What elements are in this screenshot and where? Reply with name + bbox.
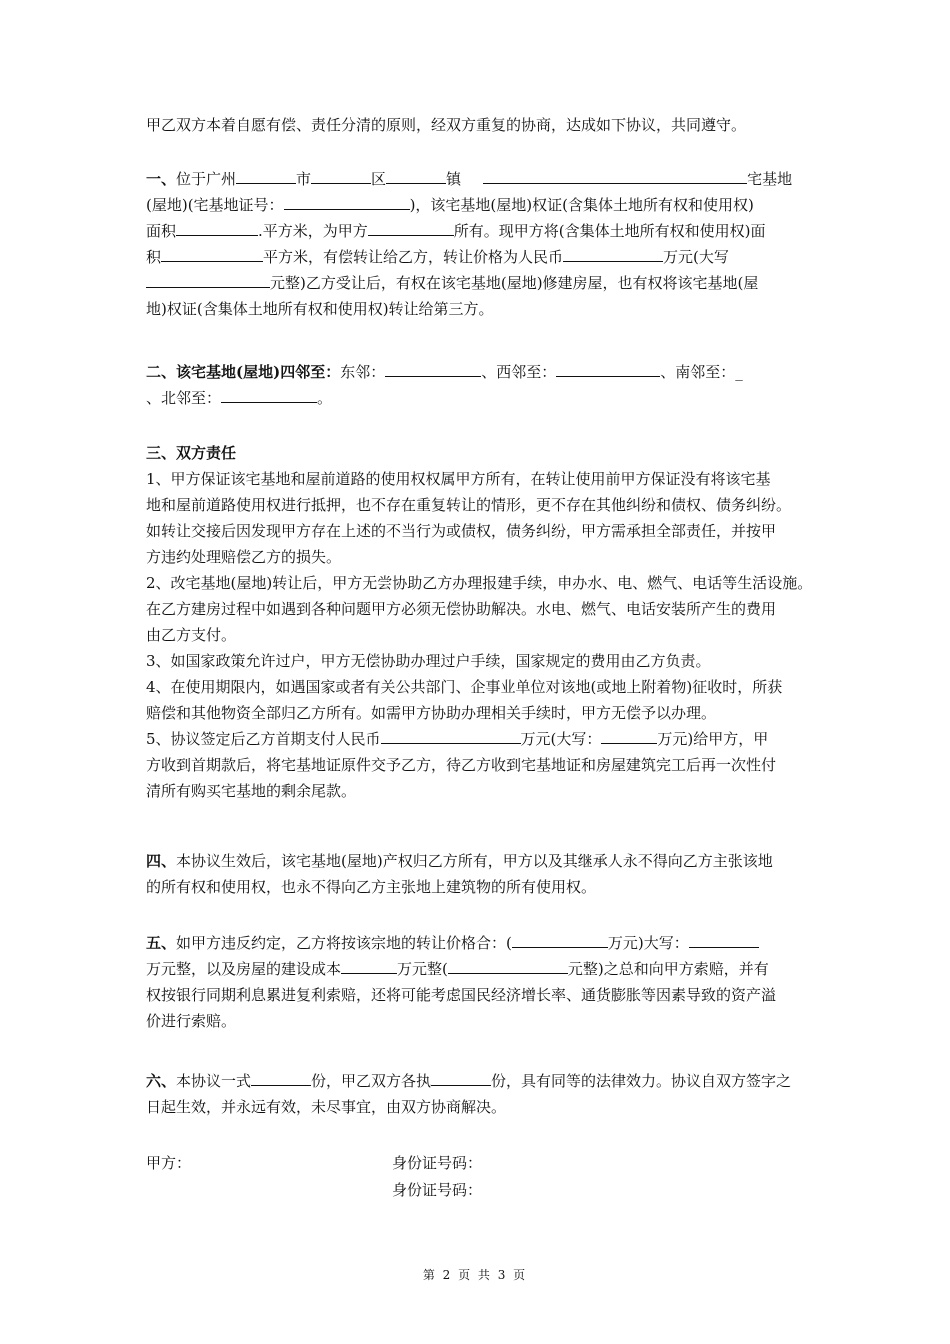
east-neighbor-blank [385,359,481,377]
s3-line: 赔偿和其他物资全部归乙方所有。如需甲方协助办理相关手续时，甲方无偿予以办理。 [146,704,717,722]
west-neighbor-blank [556,359,660,377]
s3-line: 1、甲方保证该宅基地和屋前道路的使用权权属甲方所有，在转让使用前甲方保证没有将该宅基 [146,470,771,488]
s1-text: 位于广州 [176,170,237,188]
s1-text: 面积 [146,222,177,240]
section-3 [146,440,813,804]
copies-each-blank [431,1068,491,1086]
transfer-price-blank [512,930,608,948]
section-5 [146,930,810,1034]
section-6 [146,1068,810,1120]
s2-text: 、南邻至：_ [660,363,743,381]
section-5-heading: 五、 [146,934,177,952]
section-1 [146,166,810,322]
north-neighbor-blank [221,385,317,403]
s4-text: 的所有权和使用权，也永不得向乙方主张地上建筑物的所有使用权。 [146,878,597,896]
s6-text: 份，甲乙双方各执 [311,1072,432,1090]
s2-text: 东邻： [340,363,386,381]
s5-text: 万元整( [397,960,448,978]
s4-text: 本协议生效后，该宅基地(屋地)产权归乙方所有，甲方以及其继承人永不得向乙方主张该地 [176,852,773,870]
s2-text: 、西邻至： [481,363,557,381]
area-blank [176,218,258,236]
transfer-area-blank [161,244,263,262]
s1-text: )，该宅基地(屋地)权证(含集体土地所有权和使用权) [409,196,754,214]
s5-text: 价进行索赔。 [146,1012,237,1030]
party-a-label: 甲方： [146,1154,192,1172]
s1-text: 地)权证(含集体土地所有权和使用权)转让给第三方。 [146,300,494,318]
s5-text: 权按银行同期利息累进复利索赔，还将可能考虑国民经济增长率、通货膨胀等因素导致的资产溢 [146,986,777,1004]
section-1-heading: 一、 [146,170,177,188]
section-4 [146,848,810,900]
page-number-footer: 第 2 页 共 3 页 [422,1268,528,1282]
s5-text: 万元整，以及房屋的建设成本 [146,960,342,978]
s1-text: 宅基地 [747,170,793,188]
copies-blank [251,1068,311,1086]
town-blank [386,166,446,184]
s1-text: 元整)乙方受让后，有权在该宅基地(屋地)修建房屋，也有权将该宅基地(屋 [270,274,759,292]
construction-cost-blank [341,956,397,974]
price-blank [563,244,663,262]
s1-text: 市 [296,170,312,188]
s3-line: 如转让交接后因发现甲方存在上述的不当行为或债权，债务纠纷，甲方需承担全部责任，并按甲 [146,522,777,540]
s3-line: 2、改宅基地(屋地)转让后，甲方无尝协助乙方办理报建手续，申办水、电、燃气、电话等生活设施。 [146,574,813,592]
s1-text: 所有。现甲方将(含集体土地所有权和使用权)面 [453,222,766,240]
s1-text: (屋地)(宅基地证号： [146,196,284,214]
first-payment-blank [381,726,521,744]
price-capital-blank [146,270,270,288]
intro-paragraph [146,112,810,138]
s2-text: 。 [317,389,333,407]
owner-blank [368,218,454,236]
s3-text: 万元(大写： [520,730,602,748]
intro-text: 甲乙双方本着自愿有偿、责任分清的原则，经双方重复的协商，达成如下协议，共同遵守。 [146,116,747,134]
s5-text: 如甲方违反约定，乙方将按该宗地的转让价格合：( [176,934,512,952]
s3-line: 3、如国家政策允许过户，甲方无偿协助办理过户手续，国家规定的费用由乙方负责。 [146,652,711,670]
s6-text: 份，具有同等的法律效力。协议自双方签字之 [491,1072,792,1090]
s3-text: 万元)给甲方，甲 [657,730,769,748]
location-blank [483,166,747,184]
s3-line: 由乙方支付。 [146,626,237,644]
section-4-heading: 四、 [146,852,177,870]
s6-text: 日起生效，并永远有效，未尽事宜，由双方协商解决。 [146,1098,507,1116]
s5-text: 元整)之总和向甲方索赔，并有 [567,960,769,978]
s1-text: 万元(大写 [663,248,729,266]
certificate-number-blank [284,192,410,210]
first-payment-capital-blank [601,726,657,744]
transfer-price-capital-blank [689,930,759,948]
s1-text: 积 [146,248,162,266]
s1-text: 镇 [446,170,462,188]
section-6-heading: 六、 [146,1072,177,1090]
section-2-heading: 二、该宅基地(屋地)四邻至： [146,363,341,381]
construction-cost-capital-blank [448,956,568,974]
s1-text: .平方米，为甲方 [258,222,368,240]
s3-text: 清所有购买宅基地的剩余尾款。 [146,782,357,800]
id-number-label-1: 身份证号码： [392,1154,483,1172]
s3-line: 方违约处理赔偿乙方的损失。 [146,548,342,566]
section-3-heading: 三、双方责任 [146,444,237,462]
s3-line: 地和屋前道路使用权进行抵押，也不存在重复转让的情形，更不存在其他纠纷和债权、债务纠纷。 [146,496,792,514]
s3-line: 4、在使用期限内，如遇国家或者有关公共部门、企事业单位对该地(或地上附着物)征收时，所获 [146,678,783,696]
city-blank [236,166,296,184]
s6-text: 本协议一式 [176,1072,252,1090]
s5-text: 万元)大写： [607,934,689,952]
district-blank [311,166,371,184]
section-2 [146,359,810,411]
s3-line: 在乙方建房过程中如遇到各种问题甲方必须无偿协助解决。水电、燃气、电话安装所产生的费用 [146,600,777,618]
s3-text: 5、协议签定后乙方首期支付人民币 [146,730,381,748]
s3-text: 方收到首期款后，将宅基地证原件交予乙方，待乙方收到宅基地证和房屋建筑完工后再一次性付 [146,756,777,774]
s1-text: 区 [371,170,387,188]
s2-text: 、北邻至： [146,389,222,407]
s1-text: 平方米，有偿转让给乙方，转让价格为人民币 [263,248,564,266]
id-number-label-2: 身份证号码： [392,1181,483,1199]
